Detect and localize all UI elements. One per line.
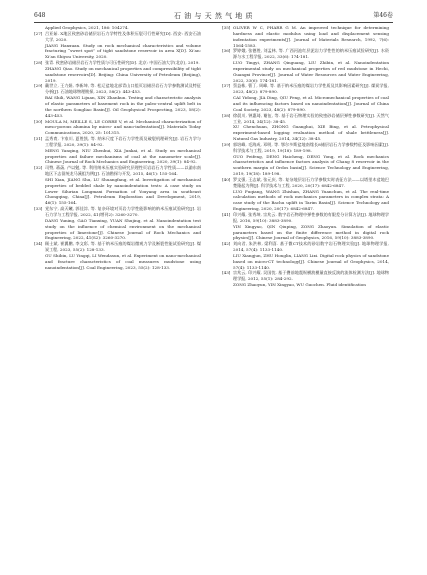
reference-chinese-text: 宗兆云, 印兴耀, 吴国忱. 基于叠前地震纵横波模量直接反演的流体检测方法[J]. 地球物理学报, 2012, 55(1): 284-292. <box>233 270 389 282</box>
reference-entry <box>222 142 389 177</box>
reference-number: [29] <box>34 83 43 89</box>
reference-number: [39] <box>222 141 231 147</box>
reference-number: [36] <box>222 48 231 54</box>
reference-chinese-text: 吕亚茹. X地区致密砂岩储层岩石力学特性及体积压裂可行性研究[D]. 西安: 西安石油大学, 2020. <box>45 30 201 42</box>
reference-entry <box>222 48 389 83</box>
reference-number: [33] <box>34 206 43 212</box>
reference-number: [30] <box>34 118 43 124</box>
reference-number: [37] <box>222 83 231 89</box>
reference-entry <box>34 119 201 137</box>
reference-entry <box>222 177 389 212</box>
reference-english-text: DANG Yuning, GAO Tianxing, YUAN Shujing, et al. Nanoindentation test study on the influence of chemical environment on the mechanical properties of limestone[J]. Chinese Journal of Rock Mechanics and Engineering, 2022, 41(S2): 3260-3270. <box>45 217 201 241</box>
reference-english-text: OLIVER W C, PHARR G M. An improved technique for determining hardness and elastic modulus using load and displacement sensing indentation experiments[J]. Journal of Materials Research, 1992, 7(6): 1564-1583. <box>233 25 389 48</box>
reference-number: [28] <box>34 60 43 66</box>
reference-english-text: BAI Shili, WANG Lijuan, XIN Zhankun. Testing and characteristic analysis of elastic parameters of basement rock in the paleo-central uplift belt in the northern Songliao Basin[J]. Oil Geophysical Prospecting, 2023, 58(2): 443-453. <box>45 95 201 118</box>
reference-english-text: LUO Tingyi, ZHANG Qinguang, LIU Zhibin, et al. Nanoindentation experimental study on mechanical properties of red mudstone in Hechi, Guangxi Province[J]. Journal of Water Resources and Water Engineering, 2022, 33(6): 174-181. <box>233 60 389 83</box>
reference-number: [41] <box>222 212 231 217</box>
reference-entry <box>34 241 201 270</box>
reference-chinese-text: 司赞, 蒋菡, 卢以勉, 等. 利用纳米压痕实验研究层理性页岩岩石力学性质——以渝东南地区下志留统龙马溪组为例[J]. 石油勘探与开发, 2015, 46(1): 155-164. <box>45 165 201 177</box>
reference-column-left <box>34 25 201 270</box>
reference-chinese-text: 戴世立, 王力娟, 李新坤, 等. 松辽盆地北部青山口组页岩储层岩石力学参数测试及特征分析[J]. 石油地球物理勘探, 2023, 58(2): 443-453. <box>45 83 201 95</box>
reference-entry <box>34 206 201 241</box>
reference-english-text: MOULA M, MEILLE S, LE CORRE V, et al. Mechanical characterization of meso-porous alumina by micro- and nano-indentation[J]. Materials Today Communications, 2020, 25: 101315. <box>45 118 201 136</box>
reference-number: [31] <box>34 136 43 142</box>
reference-english-text: GU Shibin, LU Yingqi, LI Wendasun, et al. Experiment on nano-mechanical and fracture characteristics of coal measures mudstone using nanoindentation[J]. Coal Engineering, 2023, 55(2): 128-133. <box>45 252 201 270</box>
reference-number: [35] <box>222 25 231 30</box>
reference-english-text: LIU Xiangjun, ZHU Honglin, LIANG Lixi. Digital rock physics of sandstone based on micro-CT technology[J]. Chinese Journal of Geophysics, 2014, 57(4): 1133-1140. <box>233 252 389 270</box>
reference-chinese-text: 罗文强, 王志斌, 张元庆, 等. 复杂地层岩石力学参数实时表征方法——以塔里木盆地巴楚隆起为例[J]. 科学技术与工程, 2020, 20(17): 6842-6847. <box>233 176 389 188</box>
journal-title: 石 油 与 天 然 气 地 质 <box>173 12 254 20</box>
reference-entry <box>222 270 389 288</box>
reference-chinese-text: 顾士斌, 崔翼鹏, 李文彩, 等. 基于纳米压痕的煤岩微观力学及断裂性能试验研究[J]. 煤炭工程, 2023, 55(2): 128-133. <box>45 241 201 253</box>
reference-chinese-text: 蔡益栋, 曹丁, 周峰, 等. 基于纳米压痕的煤岩力学性质及其影响因素研究[J]. 煤炭学报, 2023, 48(2): 879-890. <box>233 83 389 95</box>
reference-chinese-text: 张青. 致密砂岩储层岩石力学性质与可压性研究[D]. 北京: 中国石油大学(北京), 2019. <box>45 60 200 66</box>
reference-english-text: JIANG Hanxuan. Study on rock mechanical characteristics and volume fracturing “sweet spot” of tight sandstone reservoir in area X[D]. Xi’an: Xi’an Shiyou University, 2020. <box>45 42 201 60</box>
reference-chinese-text: 党东宁, 高天曦, 郭佳淙, 等. 复杂环境对页岩力学性能影响的纳米压痕试验研究[J]. 岩石力学与工程学报, 2022, 41(增刊2): 3260-3270. <box>45 206 201 217</box>
reference-chinese-text: 罗婷娥, 张德胜, 刘孟林, 等. 广西河池红层泥岩力学性性的纳米压痕试验研究[J]. 水资源与水工程学报, 2022, 33(6): 174-181. <box>233 48 389 60</box>
reference-english-text: SHI Xian, JIANG Shu, LU Shuangfang, et al. Investigation of mechanical properties of bedded shale by nanoindentation tests: A case study on Lower Silurian Longmaxi Formation of Youyang area in southeast Chongqing, China[J]. Petroleum Exploration and Development, 2019, 46(1): 155-164. <box>45 176 201 206</box>
reference-english-text: MENG Yanqing, NIU Zhenhui, XIA Junkai, et al. Study on mechanical properties and failure mechanisms of coal at the nanometer scale[J]. Chinese Journal of Rock Mechanics and Engineering, 2020, 39(1): 84-92. <box>45 147 201 165</box>
volume-label: 第46卷 <box>373 12 393 19</box>
reference-entry <box>222 241 389 270</box>
reference-english-text: ZHANG Qiao. Study on mechanical properties and compressibility of tight sandstone reservoirs[D]. Beijing: China University of Petroleum (Beijing), 2019. <box>45 65 201 83</box>
reference-number: [38] <box>222 112 231 118</box>
reference-column-right <box>222 25 389 288</box>
reference-english-text: GUO Peifeng, DENG Haicheng, DENG Yong, et al. Rock mechanics characteristics and influence factors analysis of Chang 8 reservoir in the southern margin of Ordos basin[J]. Science Technology and Engineering, 2019, 19(18): 189-198. <box>233 153 389 177</box>
reference-number: [27] <box>34 30 43 36</box>
reference-chinese-text: 刘向君, 朱洪林, 梁利喜. 基于微CT技术的砂岩数字岩石物理实验[J]. 地球物理学报, 2014, 57(4): 1133-1140. <box>233 241 389 253</box>
reference-entry <box>34 83 201 118</box>
reference-number: [32] <box>34 165 43 171</box>
reference-entry <box>34 31 201 60</box>
reference-entry <box>222 212 389 241</box>
reference-chinese-text: 孟秀育, 卞家川, 夏胜凯, 等. 纳米尺度下岩石力学性质及破裂机理研究[J]. 岩石力学与工程学报, 2020, 39(1): 84-92. <box>45 136 201 147</box>
reference-entry <box>222 113 389 142</box>
reference-entry <box>222 83 389 112</box>
reference-entry <box>34 60 201 83</box>
reference-number: [42] <box>222 241 231 247</box>
reference-number: [40] <box>222 176 231 182</box>
reference-number: [34] <box>34 241 43 247</box>
running-header <box>34 10 393 23</box>
reference-number: [43] <box>222 270 231 276</box>
reference-chinese-text: 徐晨川, 钟惠琦, 谢伍, 等. 基于岩石物理实验的致密砂岩储层弹性参数研究[J]. 天然气工业, 2014, 34(12): 38-45. <box>233 112 389 124</box>
reference-entry <box>34 136 201 165</box>
reference-english-text: LUO Fuqiang, WANG Zhishan, ZHANG Yuanchun, et al. The real-time calculation methods of rock mechanics parameters in complex strata: A case study of the Bachu uplift in Tarim Basin[J]. Science Technology and Engineering, 2020, 20(17): 6842-6847. <box>233 188 389 212</box>
reference-english-text: CAI Yidong, JIA Ding, QIU Feng, et al. Micromechanical properties of coal and its influencing factors based on nanoindentation[J]. Journal of China Coal Society, 2023, 48(2): 879-890. <box>233 95 389 112</box>
reference-entry <box>222 25 389 48</box>
page-number: 648 <box>34 12 46 19</box>
reference-english-text: ZONG Zhaoyun, YIN Xingyao, WU Guochen. Fluid identification <box>233 282 366 288</box>
reference-chinese-text: 郭培峰, 毛海成, 邓明, 等. 鄂尔多斯盆地南缘长8储层岩石力学参数特征及影响因素[J]. 科学技术与工程, 2019, 19(18): 189-198. <box>233 141 389 153</box>
reference-english-text: Applied Geophysics, 2021, 186: 104274. <box>45 25 129 30</box>
reference-entry <box>34 165 201 206</box>
reference-chinese-text: 印兴耀, 张秀坤, 宗兆云. 数字岩石物理中弹性参数的有限差分计算方法[J]. 地球物理学报, 2016, 59(10): 3883-3890. <box>233 212 389 223</box>
reference-english-text: YIN Xingyao, QIN Qiuping, ZONG Zhaoyun. Simulation of elastic parameters based on the finite difference method in digital rock physics[J]. Chinese Journal of Geophysics, 2016, 59(10): 3883-3890. <box>233 223 389 241</box>
reference-english-text: XU Chenchuan, ZHONG Guanghui, XIE Bing, et al. Petrophysical experiment-based logging evaluation method of shale brittleness[J]. Natural Gas Industry, 2014, 34(12): 38-45. <box>233 124 389 142</box>
